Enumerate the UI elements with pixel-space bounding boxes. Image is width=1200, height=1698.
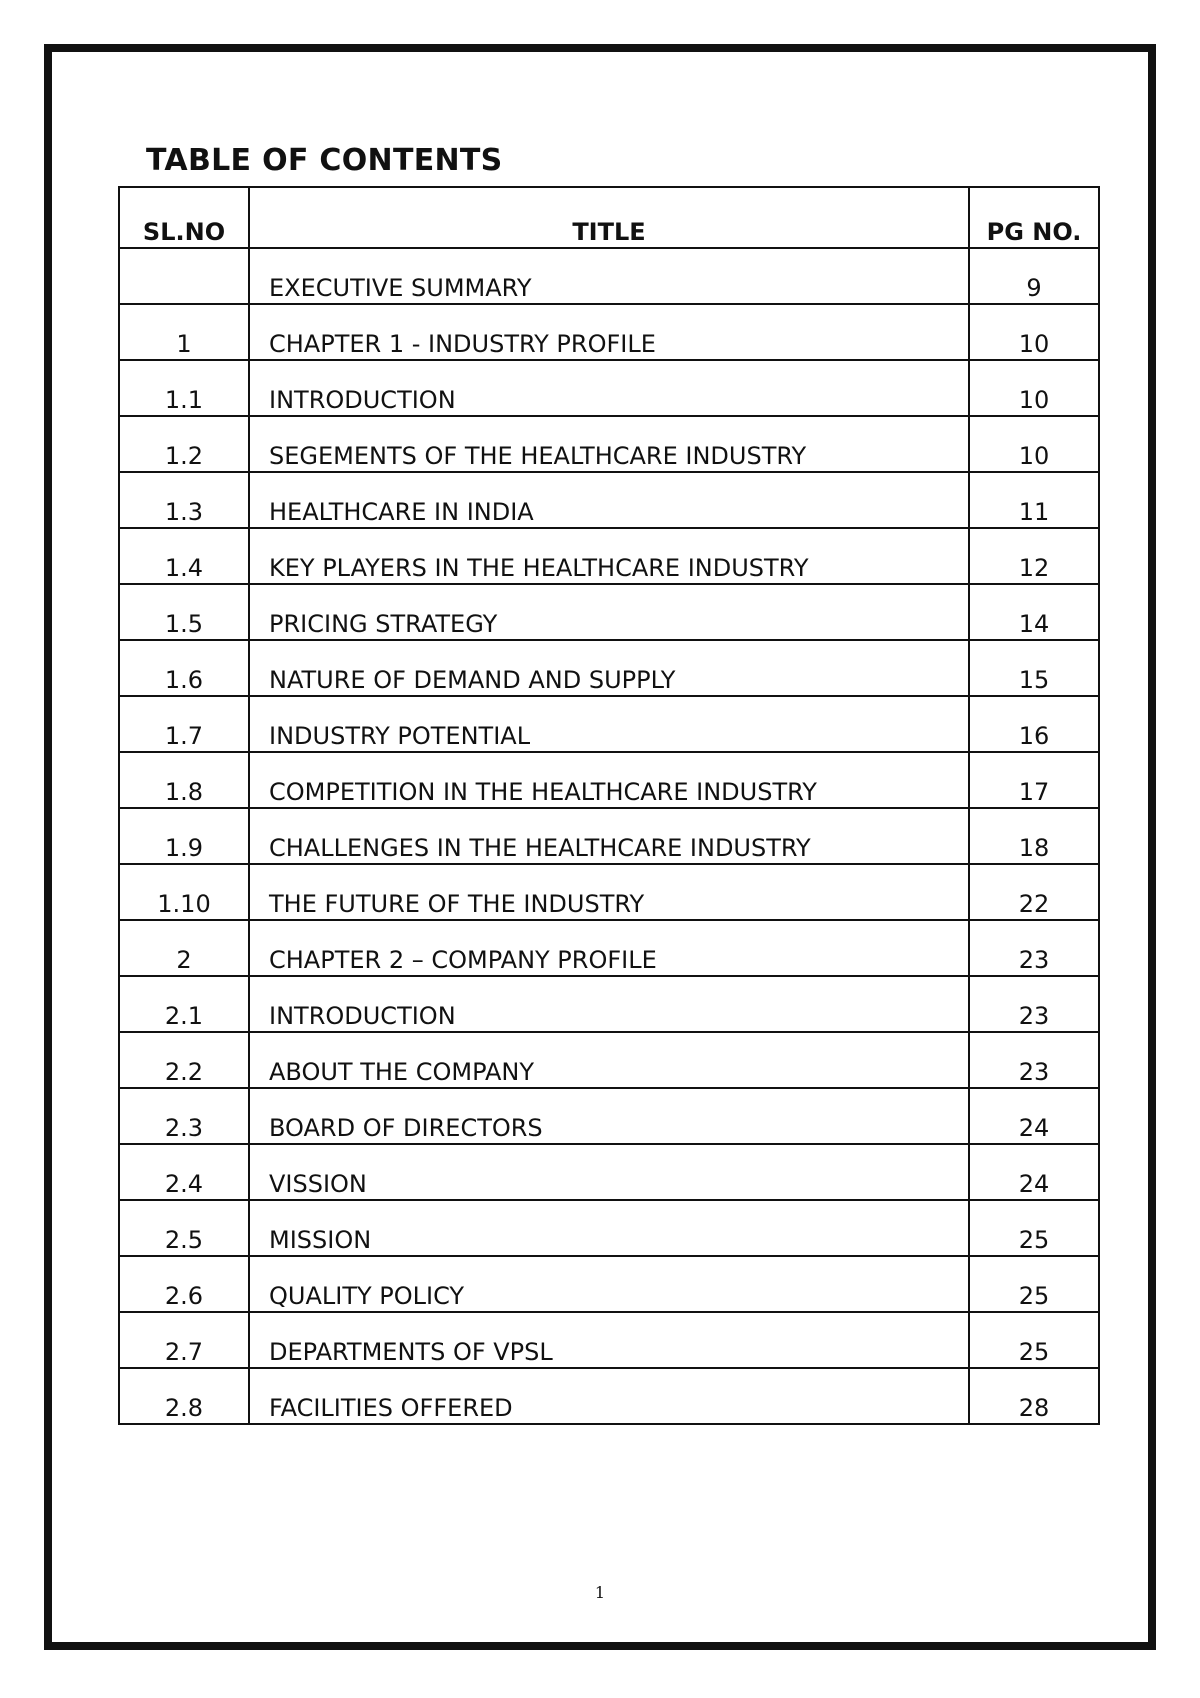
row-page-no: 10 [969,360,1099,416]
table-row [119,640,1099,696]
row-page-no: 25 [969,1200,1099,1256]
row-sl-no: 1.2 [119,416,249,472]
table-row [119,360,1099,416]
table-header-row [119,187,1099,248]
row-page-no: 22 [969,864,1099,920]
row-sl-no: 1.7 [119,696,249,752]
row-title: QUALITY POLICY [249,1256,969,1312]
row-sl-no: 2.5 [119,1200,249,1256]
table-row [119,976,1099,1032]
row-page-no: 12 [969,528,1099,584]
table-row [119,752,1099,808]
row-title: INDUSTRY POTENTIAL [249,696,969,752]
row-sl-no: 2.7 [119,1312,249,1368]
row-page-no: 25 [969,1256,1099,1312]
table-row [119,584,1099,640]
page-number: 1 [594,1583,606,1602]
table-row [119,808,1099,864]
row-page-no: 10 [969,304,1099,360]
table-row [119,472,1099,528]
row-title: VISSION [249,1144,969,1200]
row-sl-no: 2.1 [119,976,249,1032]
table-row [119,1032,1099,1088]
row-sl-no: 1.3 [119,472,249,528]
row-page-no: 24 [969,1088,1099,1144]
table-row [119,864,1099,920]
row-page-no: 9 [969,248,1099,304]
row-sl-no: 1.4 [119,528,249,584]
table-row [119,416,1099,472]
row-sl-no: 2 [119,920,249,976]
row-title: CHAPTER 2 – COMPANY PROFILE [249,920,969,976]
row-sl-no: 1.9 [119,808,249,864]
row-sl-no: 1.5 [119,584,249,640]
table-row [119,248,1099,304]
row-sl-no: 2.3 [119,1088,249,1144]
row-page-no: 23 [969,920,1099,976]
row-page-no: 25 [969,1312,1099,1368]
row-sl-no: 1.6 [119,640,249,696]
row-sl-no: 2.6 [119,1256,249,1312]
column-header-sl-no: SL.NO [119,187,249,248]
row-title: MISSION [249,1200,969,1256]
column-header-title: TITLE [249,187,969,248]
column-header-page-no: PG NO. [969,187,1099,248]
row-page-no: 10 [969,416,1099,472]
table-row [119,920,1099,976]
row-title: ABOUT THE COMPANY [249,1032,969,1088]
row-sl-no: 1.8 [119,752,249,808]
row-sl-no [119,248,249,304]
table-row [119,304,1099,360]
row-sl-no: 2.8 [119,1368,249,1424]
row-page-no: 18 [969,808,1099,864]
row-page-no: 24 [969,1144,1099,1200]
row-title: INTRODUCTION [249,360,969,416]
table-row [119,1256,1099,1312]
table-row [119,1200,1099,1256]
row-page-no: 14 [969,584,1099,640]
row-title: FACILITIES OFFERED [249,1368,969,1424]
row-page-no: 11 [969,472,1099,528]
page-title: TABLE OF CONTENTS [146,143,503,178]
row-title: SEGEMENTS OF THE HEALTHCARE INDUSTRY [249,416,969,472]
row-title: PRICING STRATEGY [249,584,969,640]
row-title: DEPARTMENTS OF VPSL [249,1312,969,1368]
row-title: CHALLENGES IN THE HEALTHCARE INDUSTRY [249,808,969,864]
table-row [119,1368,1099,1424]
table-row [119,1088,1099,1144]
row-sl-no: 2.4 [119,1144,249,1200]
row-page-no: 28 [969,1368,1099,1424]
row-title: CHAPTER 1 - INDUSTRY PROFILE [249,304,969,360]
row-page-no: 16 [969,696,1099,752]
row-page-no: 15 [969,640,1099,696]
row-title: NATURE OF DEMAND AND SUPPLY [249,640,969,696]
row-title: EXECUTIVE SUMMARY [249,248,969,304]
row-page-no: 23 [969,976,1099,1032]
table-row [119,1144,1099,1200]
table-row [119,1312,1099,1368]
row-sl-no: 1.10 [119,864,249,920]
table-row [119,696,1099,752]
contents-table [118,186,1100,1425]
row-sl-no: 1.1 [119,360,249,416]
row-title: KEY PLAYERS IN THE HEALTHCARE INDUSTRY [249,528,969,584]
table-body [119,248,1099,1424]
row-title: THE FUTURE OF THE INDUSTRY [249,864,969,920]
row-sl-no: 2.2 [119,1032,249,1088]
row-sl-no: 1 [119,304,249,360]
row-page-no: 23 [969,1032,1099,1088]
row-page-no: 17 [969,752,1099,808]
row-title: INTRODUCTION [249,976,969,1032]
row-title: HEALTHCARE IN INDIA [249,472,969,528]
table-row [119,528,1099,584]
row-title: COMPETITION IN THE HEALTHCARE INDUSTRY [249,752,969,808]
row-title: BOARD OF DIRECTORS [249,1088,969,1144]
